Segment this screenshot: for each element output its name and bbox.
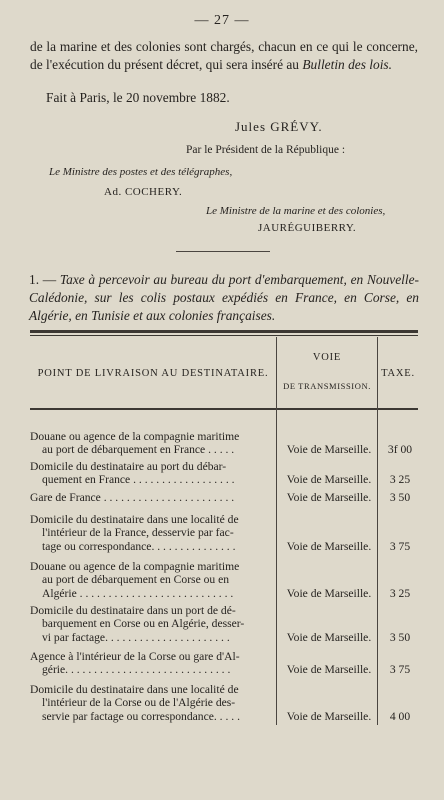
tax-amount: 3 75 — [389, 539, 411, 553]
signature-subtitle: Par le Président de la République : — [186, 144, 346, 156]
delivery-point — [30, 683, 274, 723]
signature: Jules GRÉVY. — [235, 119, 323, 134]
delivery-point — [30, 430, 274, 457]
intro-paragraph — [30, 38, 418, 74]
transmission-route: Voie de Marseille. — [286, 443, 372, 457]
section-heading-text: Taxe à percevoir au bureau du port d'embarquement, en Nouvelle-Calédonie, sur les colis postaux expédiés en France, en Corse, en Algérie, en Tunisie et aux colonies françaises. — [29, 272, 419, 323]
transmission-route: Voie de Marseille. — [286, 630, 372, 644]
delivery-point-line: Domicile du destinataire au port du débar- — [30, 460, 227, 473]
delivery-point-line: Domicile du destinataire dans une localité de — [30, 513, 239, 526]
delivery-point-line: Domicile du destinataire dans une localité de — [30, 683, 239, 696]
transmission-route: Voie de Marseille. — [286, 709, 372, 723]
delivery-point-line: servie par factage ou correspondance. . . . . — [42, 709, 240, 723]
tax-amount: 3 25 — [389, 473, 411, 487]
date-line: Fait à Paris, le 20 novembre 1882. — [46, 90, 230, 105]
header-voie: VOIE — [312, 352, 342, 363]
tax-amount: 3 50 — [389, 491, 411, 504]
table-header-rule — [30, 408, 418, 410]
section-number: 1. — — [29, 272, 57, 287]
delivery-point-line: vi par factage. . . . . . . . . . . . . . . . . . . . . . — [42, 630, 230, 644]
delivery-point — [30, 650, 274, 677]
delivery-point-line: Douane ou agence de la compagnie maritime — [30, 560, 240, 573]
column-divider-1 — [276, 337, 277, 725]
delivery-point-line: au port de débarquement en France . . . . . — [42, 443, 235, 457]
header-voie-sub: DE TRANSMISSION. — [283, 381, 371, 391]
bulletin-text: Bulletin des lois. — [302, 57, 392, 72]
transmission-route: Voie de Marseille. — [286, 491, 372, 504]
delivery-point-line: Algérie . . . . . . . . . . . . . . . . . . . . . . . . . . . — [42, 586, 234, 600]
tax-amount: 3 25 — [389, 586, 411, 600]
transmission-route: Voie de Marseille. — [286, 473, 372, 487]
transmission-route: Voie de Marseille. — [286, 586, 372, 600]
delivery-point-line: au port de débarquement en Corse ou en — [42, 573, 230, 587]
tax-amount: 3 50 — [389, 630, 411, 644]
delivery-point-line: Douane ou agence de la compagnie maritime — [30, 430, 240, 443]
delivery-point-line: tage ou correspondance. . . . . . . . . . . . . . . — [42, 539, 236, 553]
delivery-point-line: Domicile du destinataire dans un port de dé- — [30, 604, 236, 617]
table-top-rule-thin — [30, 335, 418, 336]
minister2-title: Le Ministre de la marine et des colonies, — [206, 205, 386, 217]
delivery-point — [30, 491, 274, 504]
transmission-route: Voie de Marseille. — [286, 663, 372, 677]
header-taxe: TAXE. — [381, 368, 415, 379]
minister1-name: Ad. COCHERY. — [104, 186, 183, 198]
delivery-point-line: gérie. . . . . . . . . . . . . . . . . . . . . . . . . . . . . — [42, 663, 231, 677]
minister2-name: JAURÉGUIBERRY. — [258, 222, 357, 234]
delivery-point — [30, 460, 274, 487]
tax-amount: 4 00 — [389, 709, 411, 723]
intro-text: de la marine et des colonies sont chargés, chacun en ce qui le concerne, de l'exécution du présent décret, qui sera inséré au — [30, 39, 418, 72]
delivery-point — [30, 560, 274, 600]
delivery-point — [30, 513, 274, 553]
tax-amount: 3f 00 — [387, 443, 413, 457]
delivery-point-line: l'intérieur de la France, desservie par fac- — [42, 526, 234, 540]
delivery-point-line: l'intérieur de la Corse ou de l'Algérie des- — [42, 696, 236, 710]
separator-line — [176, 251, 270, 252]
delivery-point — [30, 604, 274, 644]
minister1-title: Le Ministre des postes et des télégraphes, — [49, 166, 233, 178]
tax-amount: 3 75 — [389, 663, 411, 677]
delivery-point-line: barquement en Corse ou en Algérie, desser- — [42, 617, 245, 631]
page-number: — 27 — — [194, 13, 250, 28]
delivery-point-line: quement en France . . . . . . . . . . . . . . . . . . — [42, 473, 235, 487]
delivery-point-line: Agence à l'intérieur de la Corse ou gare d'Al- — [30, 650, 240, 663]
table-top-rule — [30, 330, 418, 333]
transmission-route: Voie de Marseille. — [286, 539, 372, 553]
section-heading — [29, 271, 419, 325]
delivery-point-line: Gare de France . . . . . . . . . . . . . . . . . . . . . . . — [30, 491, 235, 504]
header-point: POINT DE LIVRAISON AU DESTINATAIRE. — [37, 368, 269, 379]
